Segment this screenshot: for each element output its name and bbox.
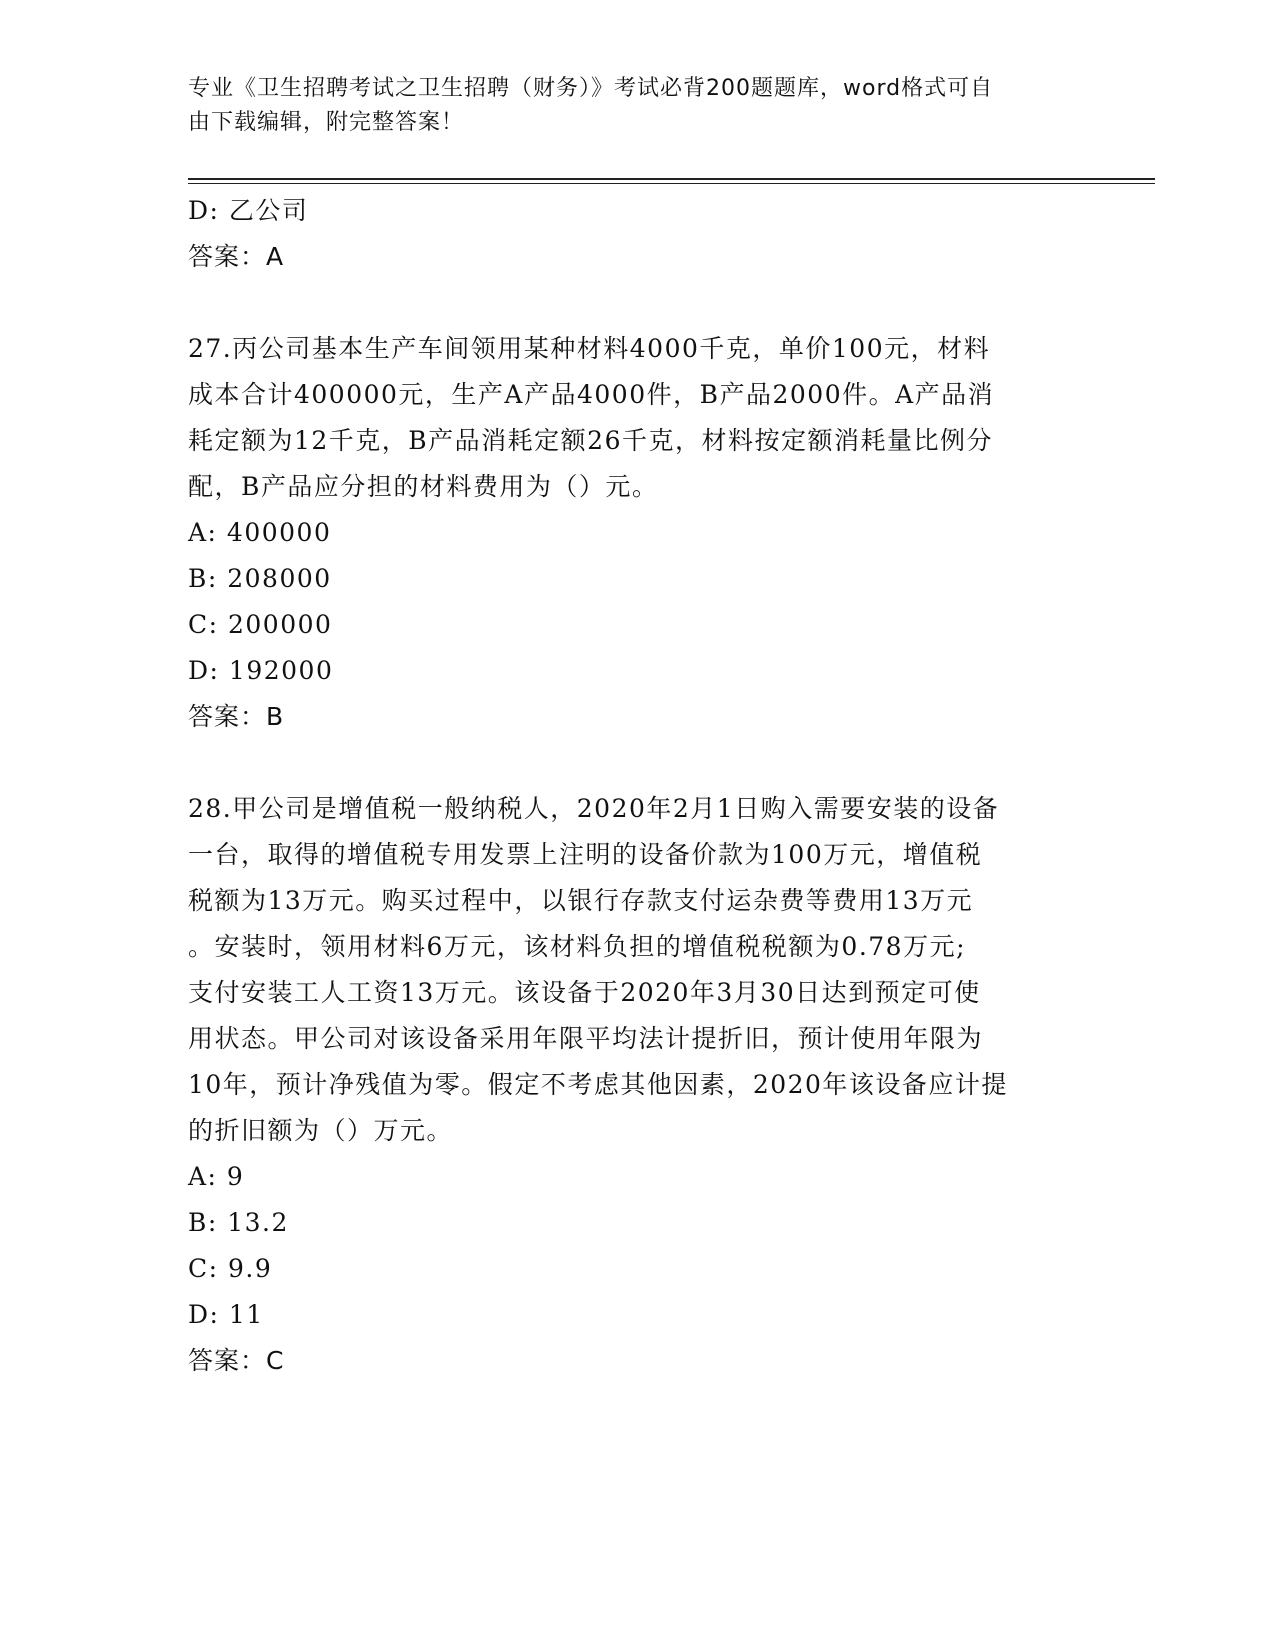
option-b: B: 13.2 <box>188 1208 289 1237</box>
header-line-2: 由下载编辑，附完整答案！ <box>188 110 465 135</box>
question-text-line: 配，B产品应分担的材料费用为（）元。 <box>188 472 659 501</box>
question-text-line: 耗定额为12千克，B产品消耗定额26千克，材料按定额消耗量比例分 <box>188 426 993 455</box>
question-text-line: 27.丙公司基本生产车间领用某种材料4000千克，单价100元，材料 <box>188 334 991 363</box>
option-c: C: 200000 <box>188 610 333 639</box>
question-text-line: 税额为13万元。购买过程中，以银行存款支付运杂费等费用13万元 <box>188 886 974 915</box>
answer-line: 答案：B <box>188 702 285 731</box>
header-divider-thin <box>188 183 1155 184</box>
option-d: D: 11 <box>188 1300 264 1329</box>
answer-line: 答案：C <box>188 1346 285 1375</box>
spacer <box>188 280 1088 326</box>
question-text-line: 28.甲公司是增值税一般纳税人，2020年2月1日购入需要安装的设备 <box>188 794 1000 823</box>
option-d: D: 乙公司 <box>188 196 309 225</box>
question-text-line: 成本合计400000元，生产A产品4000件，B产品2000件。A产品消 <box>188 380 995 409</box>
spacer <box>188 740 1088 786</box>
option-d: D: 192000 <box>188 656 334 685</box>
option-b: B: 208000 <box>188 564 332 593</box>
prev-question-tail <box>188 188 1088 280</box>
question-text-line: 一台，取得的增值税专用发票上注明的设备价款为100万元，增值税 <box>188 840 983 869</box>
option-c: C: 9.9 <box>188 1254 273 1283</box>
question-text-line: 的折旧额为（）万元。 <box>188 1116 454 1145</box>
header-line-1: 专业《卫生招聘考试之卫生招聘（财务）》考试必背200题题库，word格式可自 <box>188 76 994 101</box>
answer-line: 答案：A <box>188 242 285 271</box>
question-text-line: 支付安装工人工资13万元。该设备于2020年3月30日达到预定可使 <box>188 978 981 1007</box>
header-divider-thick <box>188 178 1155 180</box>
question-28 <box>188 786 1088 1384</box>
question-27 <box>188 326 1088 740</box>
question-text-line: 10年，预计净残值为零。假定不考虑其他因素，2020年该设备应计提 <box>188 1070 1008 1099</box>
option-a: A: 9 <box>188 1162 245 1191</box>
question-text-line: 。安装时，领用材料6万元，该材料负担的增值税税额为0.78万元; <box>188 932 966 961</box>
question-text-line: 用状态。甲公司对该设备采用年限平均法计提折旧，预计使用年限为 <box>188 1024 984 1053</box>
page-content <box>188 188 1088 1384</box>
option-a: A: 400000 <box>188 518 332 547</box>
page-header <box>188 72 1068 140</box>
